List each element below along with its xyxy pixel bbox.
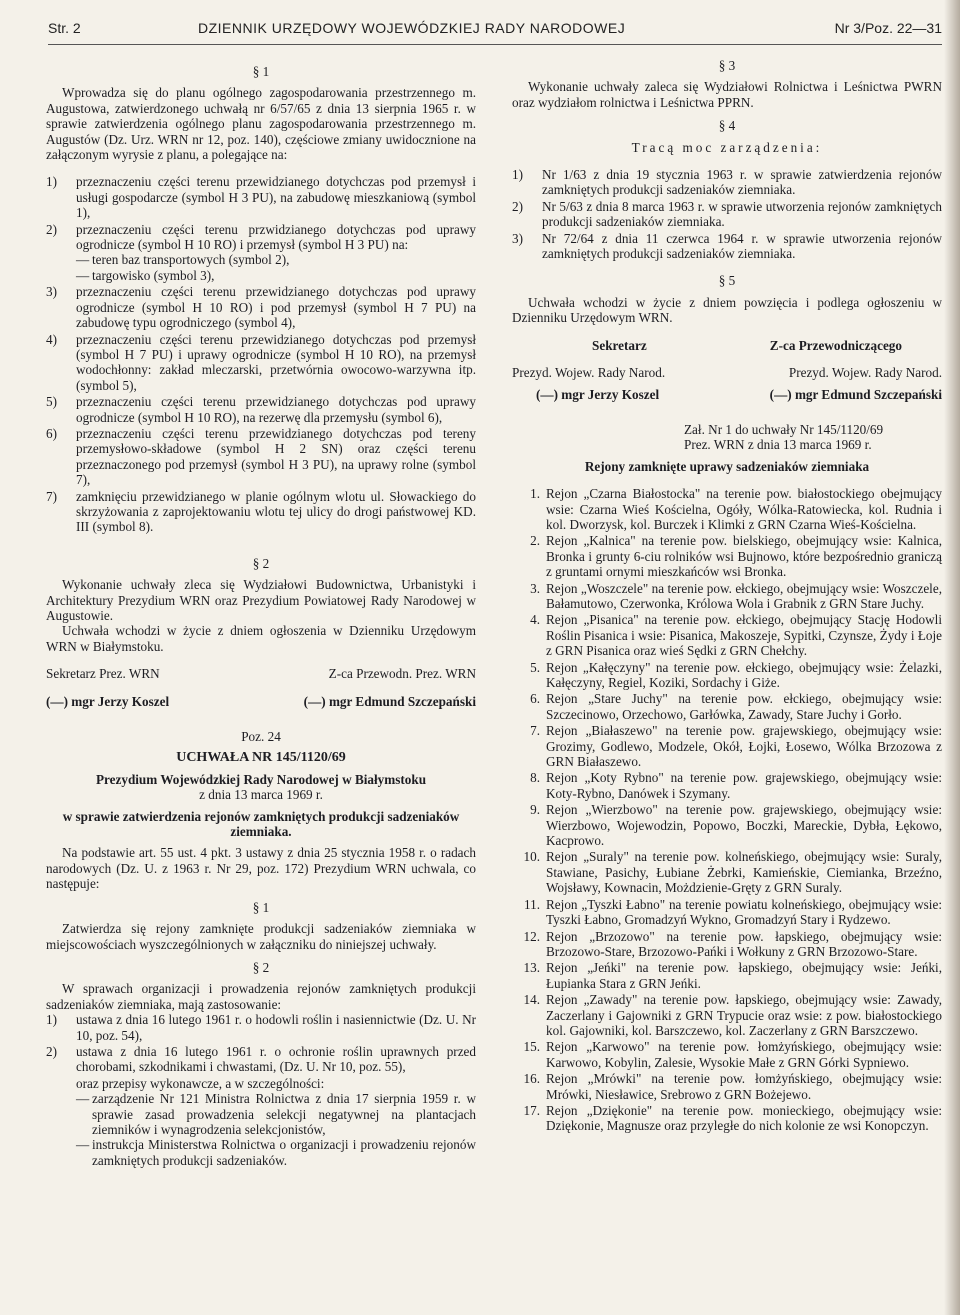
list-item: 12. Rejon „Brzozowo" na terenie pow. łapskiego, obejmujący wsie: Brzozowo-Stare, Brzozowo-Pańki i Wołkuny z GRN Brzozowo-Stare. [523,928,942,959]
section-heading: § 1 [252,899,270,915]
annex-title: Rejony zamknięte uprawy sadzeniaków ziemniaka [584,458,870,474]
paragraph: Wykonanie uchwały zaleca się Wydziałowi Rolnictwa i Leśnictwa PWRN oraz wydziałom rolnictwa i Leśnictwa PPRN. [512,79,942,110]
dash-item: — zarządzenie Nr 121 Ministra Rolnictwa z dnia 17 sierpnia 1959 r. w sprawie zasad prowadzenia selekcji negatywnej na plantacjach ziemników i wynagrodzenia selekcjonistów, [76,1091,476,1137]
repealed-list [512,167,942,261]
section-heading: § 3 [718,58,736,73]
paragraph: Uchwała wchodzi w życie z dniem powzięcia i podlega ogłoszeniu w Dzienniku Urzędowym WRN. [512,294,942,326]
dash-item: — instrukcja Ministerstwa Rolnictwa o organizacji i prowadzeniu rejonów zamkniętych produkcji sadzeniaków. [76,1137,476,1168]
paragraph: Tracą moc zarządzenia: [631,139,823,155]
journal-title: DZIENNIK URZĘDOWY WOJEWÓDZKIEJ RADY NARODOWEJ [198,20,626,36]
signer-role: Sekretarz [592,337,647,353]
header-rule [48,44,942,45]
list-item: 4. Rejon „Pisanica" na terenie pow. ełckiego, obejmujący Stację Hodowli Roślin Pisanica i wsie: Pisanica, Makoszeje, Sypitki, Czynsze, Żydy i Łoje z GRN Pisanica oraz wieś Sędki z GRN Chełchy. [530,612,942,659]
list-item: 2) przeznaczeniu części terenu przwidzianego dotychczas pod uprawy ogrodnicze (symbol H 10 RO) i przemysł (symbol H 3 PU) na: — teren baz transportowych (symbol 2), — targowisko (symbol 3), [46,221,476,283]
dash-item: — teren baz transportowych (symbol 2), [76,252,290,268]
list-item: 8. Rejon „Koty Rybno" na terenie pow. grajewskiego, obejmujący wsie: Koty-Rybno, Danówek i Szymany. [530,770,942,801]
list-item: 6. Rejon „Stare Juchy" na terenie pow. ełckiego, obejmujący wsie: Szczecinowo, Orzechowo, Garłówka, Zawady, Stare Juchy i Gorło. [530,691,942,722]
paragraph: Na podstawie art. 55 ust. 4 pkt. 3 ustawy z dnia 25 stycznia 1958 r. o radach narodowych (Dz. U. z 1963 r. Nr 29, poz. 172) Prezydium WRN uchwala, co następuje: [46,845,476,892]
list-item: 10. Rejon „Suraly" na terenie pow. kolneńskiego, obejmujący wsie: Suraly, Stawiane, Pasichy, Łubiane Żebrki, Kamieńskie, Ciemianka, Brzeźno, Wojsławy, Kownacin, Możdzienie-Gręty z GRN Suraly. [523,849,942,896]
paragraph: Wykonanie uchwały zleca się Wydziałowi Budownictwa, Urbanistyki i Architektury Prezydium WRN oraz Prezydium Powiatowej Rady Narodowej w Augustowie. [46,577,476,623]
list-item: 5. Rejon „Kałęczyny" na terenie pow. ełckiego, obejmujący wsie: Żelazki, Kałęczyny, Regiel, Koziki, Sordachy i Giże. [530,659,942,690]
signer-name: (—) mgr Jerzy Koszel [46,693,170,709]
paragraph: W sprawach organizacji i prowadzenia rejonów zamkniętych produkcji sadzeniaków ziemniaka, mają zastosowanie: [46,981,476,1012]
list-item: 17. Rejon „Dziękonie" na terenie pow. monieckiego, obejmujący wsie: Dziękonie, Magnusze oraz przyległe do nich kolonie ze wsi Konopczyn. [523,1102,942,1134]
list-item: 16. Rejon „Mrówki" na terenie pow. łomżyńskiego, obejmujący wsie: Mrówki, Niesławice, Srebrowo z GRN Bożejewo. [523,1071,942,1102]
signer-org: Prezyd. Wojew. Rady Narod. [788,365,942,381]
signer-role: Sekretarz Prez. WRN [46,666,160,682]
position-number: Poz. 24 [241,729,281,745]
issuer: Prezydium Wojewódzkiej Rady Narodowej w Białymstoku [95,771,427,787]
list-item: 4) przeznaczeniu części terenu przewidzianego dotychczas pod przemysł (symbol H 7 PU) i uprawy ogrodnicze (symbol H 10 RO), na przemysł wodochłonny: zakład mleczarski, przetwórnia owocowo-warzywna itp. (symbol 5), [46,331,476,393]
list-item: 11. Rejon „Tyszki Łabno" na terenie powiatu kolneńskiego, obejmujący wsie: Tyszki Łabno, Gromadzyń Wykno, Gromadzyń Stary i Rydzewo. [524,896,942,928]
paragraph: oraz przepisy wykonawcze, a w szczególności: [76,1075,325,1091]
list-item: 1) ustawa z dnia 16 lutego 1961 r. o hodowli roślin i nasiennictwie (Dz. U. Nr 10, poz. 54), [46,1012,476,1043]
section-heading: § 1 [252,64,270,79]
list-item: 13. Rejon „Jeńki" na terenie pow. łapskiego, obejmujący wsie: Jeńki, Łupianka Stara z GRN Jeńki. [523,960,942,991]
signature-orgs [512,365,942,380]
section-heading: § 5 [718,273,736,289]
left-column [46,56,476,1168]
list-item: 3. Rejon „Woszczele" na terenie pow. ełckiego, obejmujący wsie: Woszczele, Bałamutowo, Czerwonka, Królowa Wola i Grabnik z GRN Stare Juchy. [530,580,942,611]
section-heading: § 2 [252,959,270,975]
paragraph: Zatwierdza się rejony zamknięte produkcji sadzeniaków ziemniaka w miejscowościach wyszczególnionych w załączniku do niniejszej uchwały. [46,921,476,952]
regions-list [512,486,942,1134]
amendment-list [46,174,476,534]
list-item: 14. Rejon „Zawady" na terenie pow. łapskiego, obejmujący wsie: Zawady, Zaczerlany i Gajowniki z GRN Trypucie oraz wsie: z pow. białostockiego kol. Gajowniki, kol. Barszczewo, kol. Zaczerlany z GRN Barszczewo. [523,992,942,1038]
list-item: 3) przeznaczeniu części terenu przewidzianego dotychczas pod uprawy ogrodnicze (symbol H 10 RO) i pod przemysł (symbol H 7 PU) na zabudowę typu ogrodniczego (symbol 4), [46,284,476,331]
list-item: 9. Rejon „Wierzbowo" na terenie pow. grajewskiego, obejmujący wsie: Wierzbowo, Wojewodzin, Popowo, Boczki, Mareckie, Dybła, Łękowo, Kacprowo. [530,802,942,849]
section-heading: § 4 [718,118,736,134]
section-heading: § 2 [252,555,270,571]
list-item: 7. Rejon „Białaszewo" na terenie pow. grajewskiego, obejmujący wsie: Grozimy, Godlewo, Modzele, Okół, Łojki, Łosewo, Wólka Brzozowa z GRN Białaszewo. [530,723,942,770]
scan-edge-shadow [944,0,960,1315]
list-item: 1. Rejon „Czarna Białostocka" na terenie pow. białostockiego obejmujący wsie: Czarna Wieś Kościelna, Ogóły, Wólka-Ratowiecka, kol. Rudnia i kol. Dworzysk, kol. Burczek i Klimki z GRN Czarna Wieś-Kościelna. [530,486,942,532]
list-item: 7) zamknięciu przewidzianego w planie ogólnym wlotu ul. Słowackiego do skrzyżowania z zaprojektowaniu wlotu tej ulicy do drogi państwowej KD. III (symbol 8). [46,488,476,535]
signer-org: Prezyd. Wojew. Rady Narod. [512,365,666,381]
law-list [46,1012,476,1075]
page-header [48,16,942,46]
list-item: 1) Nr 1/63 z dnia 19 stycznia 1963 r. w sprawie zatwierdzenia rejonów zamkniętych produkcji sadzeniaków ziemniaka. [512,167,942,198]
signature-block [46,666,476,681]
signature-names [46,694,476,709]
paragraph: Wprowadza się do planu ogólnego zagospodarowania przestrzennego m. Augustowa, zatwierdzonego uchwałą nr 6/57/65 z dnia 13 sierpnia 1965 r. w sprawie zatwierdzenia ogólnego planu zagospodarowania przestrzennego m. Augustów (Dz. Urz. WRN nr 12, poz. 140), częściowe zmiany uwidocznione na załączonym wyrysie z planu, a polegające na: [46,85,476,163]
list-item: 1) przeznaczeniu części terenu przewidzianego dotychczas pod przemysł i usługi gospodarcze (symbol H 3 PU), na zabudowę mieszkaniową (symbol 1), [46,174,476,221]
signature-names [512,387,942,402]
signer-role: Z-ca Przewodn. Prez. WRN [328,666,476,682]
list-item: 3) Nr 72/64 z dnia 11 czerwca 1964 r. w sprawie utworzenia rejonów zamkniętych produkcji sadzeniaków ziemniaka. [512,230,942,262]
list-item: 2. Rejon „Kalnica" na terenie pow. bielskiego, obejmujący wsie: Kalnica, Bronka i grunty 6-ciu rolników wsi Bujnowo, które bezpośrednio graniczą z gruntami ornymi mieszkańców wsi Bronka. [530,533,942,580]
list-item: 15. Rejon „Karwowo" na terenie pow. łomżyńskiego, obejmujący wsie: Karwowo, Kobylin, Zalesie, Wysokie Małe z GRN Górki Sypniewo. [523,1039,942,1070]
annex-reference: Prez. WRN z dnia 13 marca 1969 r. [684,437,872,453]
signer-name: (—) mgr Edmund Szczepański [303,693,476,709]
annex-reference: Zał. Nr 1 do uchwały Nr 145/1120/69 [684,421,884,437]
list-item: 2) Nr 5/63 z dnia 8 marca 1963 r. w sprawie utworzenia rejonów zamkniętych produkcji sadzeniaków ziemniaka. [512,198,942,230]
resolution-date: z dnia 13 marca 1969 r. [199,787,323,803]
issue-number: Nr 3/Poz. 22—31 [834,20,942,36]
signer-name: (—) mgr Jerzy Koszel [536,386,660,402]
dash-item: — targowisko (symbol 3), [76,267,215,283]
resolution-subject: w sprawie zatwierdzenia rejonów zamkniętych produkcji sadzeniaków ziemniaka. [62,808,460,840]
resolution-title: UCHWAŁA NR 145/1120/69 [176,750,346,766]
list-item: 6) przeznaczeniu części terenu przewidzianego dotychczas pod tereny przemysłowo-składowe (symbol H 2 SN) oraz części terenu przeznaczonego pod przemysł (symbol H 3 PU), na uprawy rolne (symbol 7), [46,425,476,488]
page-number: Str. 2 [48,20,81,36]
list-item: 2) ustawa z dnia 16 lutego 1961 r. o ochronie roślin uprawnych przed chorobami, szkodnikami i chwastami, (Dz. U. Nr 10, poz. 55), [46,1043,476,1075]
signature-block [512,338,942,353]
list-item: 5) przeznaczeniu części terenu przewidzianego dotychczas pod uprawy ogrodnicze (symbol H 10 RO), na rezerwę dla przemysłu (symbol 6), [46,394,476,425]
paragraph: Uchwała wchodzi w życie z dniem ogłoszenia w Dzienniku Urzędowym WRN w Białymstoku. [46,623,476,654]
signer-role: Z-ca Przewodniczącego [769,337,902,353]
right-column [512,56,942,1135]
signer-name: (—) mgr Edmund Szczepański [769,386,942,402]
